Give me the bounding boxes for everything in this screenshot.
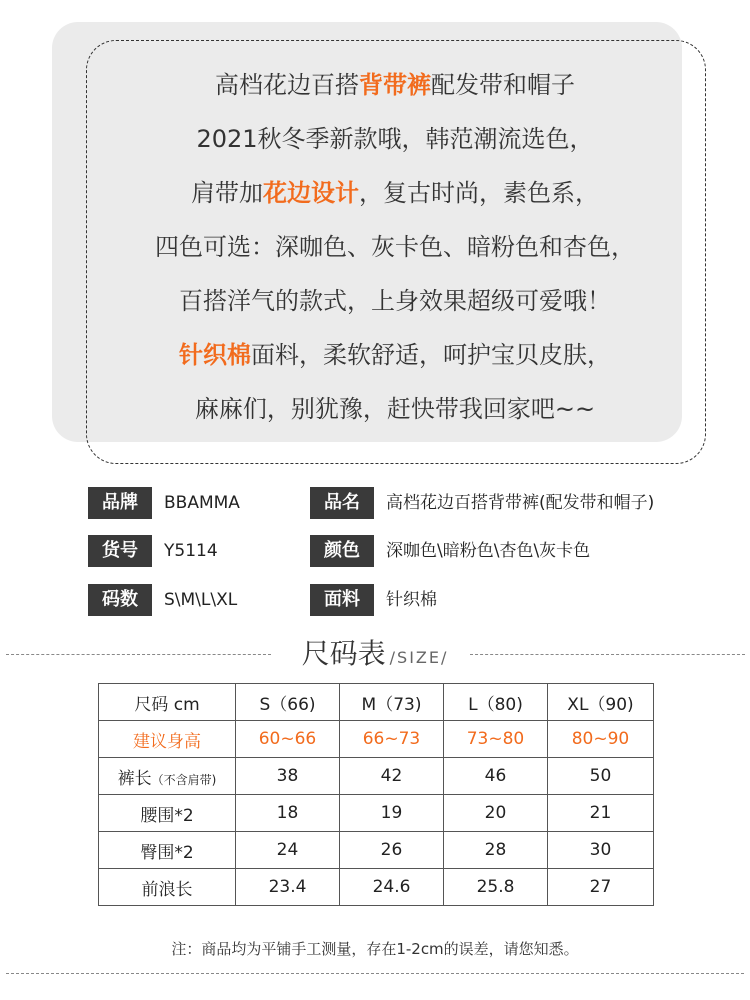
row-label [99, 832, 236, 869]
intro-text: 2021秋冬季新款哦，韩范潮流选色， [196, 125, 594, 153]
table-row [99, 869, 654, 906]
intro-highlight: 针织棉 [179, 341, 251, 369]
intro-text: ，复古时尚，素色系， [359, 179, 599, 207]
table-cell: 25.8 [444, 869, 548, 906]
spec-label: 面料 [310, 584, 374, 616]
intro-line [60, 274, 730, 328]
intro-text: 肩带加 [191, 179, 263, 207]
measurement-footnote: 注：商品均为平铺手工测量，存在1-2cm的误差，请您知悉。 [171, 940, 579, 958]
table-cell: 66~73 [340, 721, 444, 758]
intro-line [60, 220, 730, 274]
table-cell: 24.6 [340, 869, 444, 906]
intro-text: 面料，柔软舒适，呵护宝贝皮肤， [251, 341, 611, 369]
row-label [99, 795, 236, 832]
table-header-cell: XL（90) [548, 684, 654, 721]
spec-value: BBAMMA [164, 493, 240, 513]
spec-value: 高档花边百搭背带裤(配发带和帽子) [386, 493, 655, 513]
table-cell: 50 [548, 758, 654, 795]
row-label-text: 裤长 [117, 768, 152, 789]
table-cell: 19 [340, 795, 444, 832]
table-cell: 18 [236, 795, 340, 832]
intro-text-block [60, 58, 730, 436]
table-cell: 20 [444, 795, 548, 832]
intro-line [60, 382, 730, 436]
table-row [99, 721, 654, 758]
spec-label: 货号 [88, 535, 152, 567]
row-label [99, 869, 236, 906]
spec-value: 针织棉 [386, 590, 437, 610]
intro-text: 配发带和帽子 [431, 71, 575, 99]
table-cell: 23.4 [236, 869, 340, 906]
table-cell: 46 [444, 758, 548, 795]
table-header-cell: S（66) [236, 684, 340, 721]
intro-highlight: 花边设计 [263, 179, 359, 207]
spec-value: 深咖色\暗粉色\杏色\灰卡色 [386, 541, 591, 561]
intro-line [60, 328, 730, 382]
row-label [99, 758, 236, 795]
table-cell: 26 [340, 832, 444, 869]
table-cell: 27 [548, 869, 654, 906]
dashed-divider [6, 973, 744, 974]
table-header-cell: M（73) [340, 684, 444, 721]
intro-text: 四色可选：深咖色、灰卡色、暗粉色和杏色， [155, 233, 635, 261]
spec-label: 品名 [310, 487, 374, 519]
row-label-text: 前浪长 [141, 879, 193, 900]
table-cell: 38 [236, 758, 340, 795]
intro-text: 百搭洋气的款式，上身效果超级可爱哦！ [179, 287, 611, 315]
table-row [99, 832, 654, 869]
table-header-cell: 尺码 cm [99, 684, 236, 721]
table-cell: 42 [340, 758, 444, 795]
size-chart-heading [0, 632, 750, 672]
intro-line [60, 58, 730, 112]
spec-label: 码数 [88, 584, 152, 616]
table-cell: 28 [444, 832, 548, 869]
row-label [99, 721, 236, 758]
intro-highlight: 背带裤 [359, 71, 431, 99]
table-cell: 60~66 [236, 721, 340, 758]
table-cell: 73~80 [444, 721, 548, 758]
intro-line [60, 166, 730, 220]
intro-text: 麻麻们，别犹豫，赶快带我回家吧~~ [194, 395, 596, 423]
table-row [99, 758, 654, 795]
size-table [98, 683, 654, 906]
spec-value: S\M\L\XL [164, 590, 238, 610]
row-label-text: 臀围*2 [140, 842, 194, 863]
intro-line [60, 112, 730, 166]
size-chart-subtitle: /SIZE/ [389, 648, 449, 667]
table-cell: 80~90 [548, 721, 654, 758]
row-label-text: 腰围*2 [140, 805, 194, 826]
row-label-text: 建议身高 [133, 731, 201, 752]
size-chart-title: 尺码表 [301, 637, 386, 670]
table-cell: 30 [548, 832, 654, 869]
table-row [99, 795, 654, 832]
table-header-row [99, 684, 654, 721]
table-cell: 21 [548, 795, 654, 832]
spec-value: Y5114 [164, 541, 218, 561]
intro-text: 高档花边百搭 [215, 71, 359, 99]
spec-label: 品牌 [88, 487, 152, 519]
row-label-note: （不含肩带) [151, 772, 217, 787]
spec-label: 颜色 [310, 535, 374, 567]
table-header-cell: L（80) [444, 684, 548, 721]
table-cell: 24 [236, 832, 340, 869]
